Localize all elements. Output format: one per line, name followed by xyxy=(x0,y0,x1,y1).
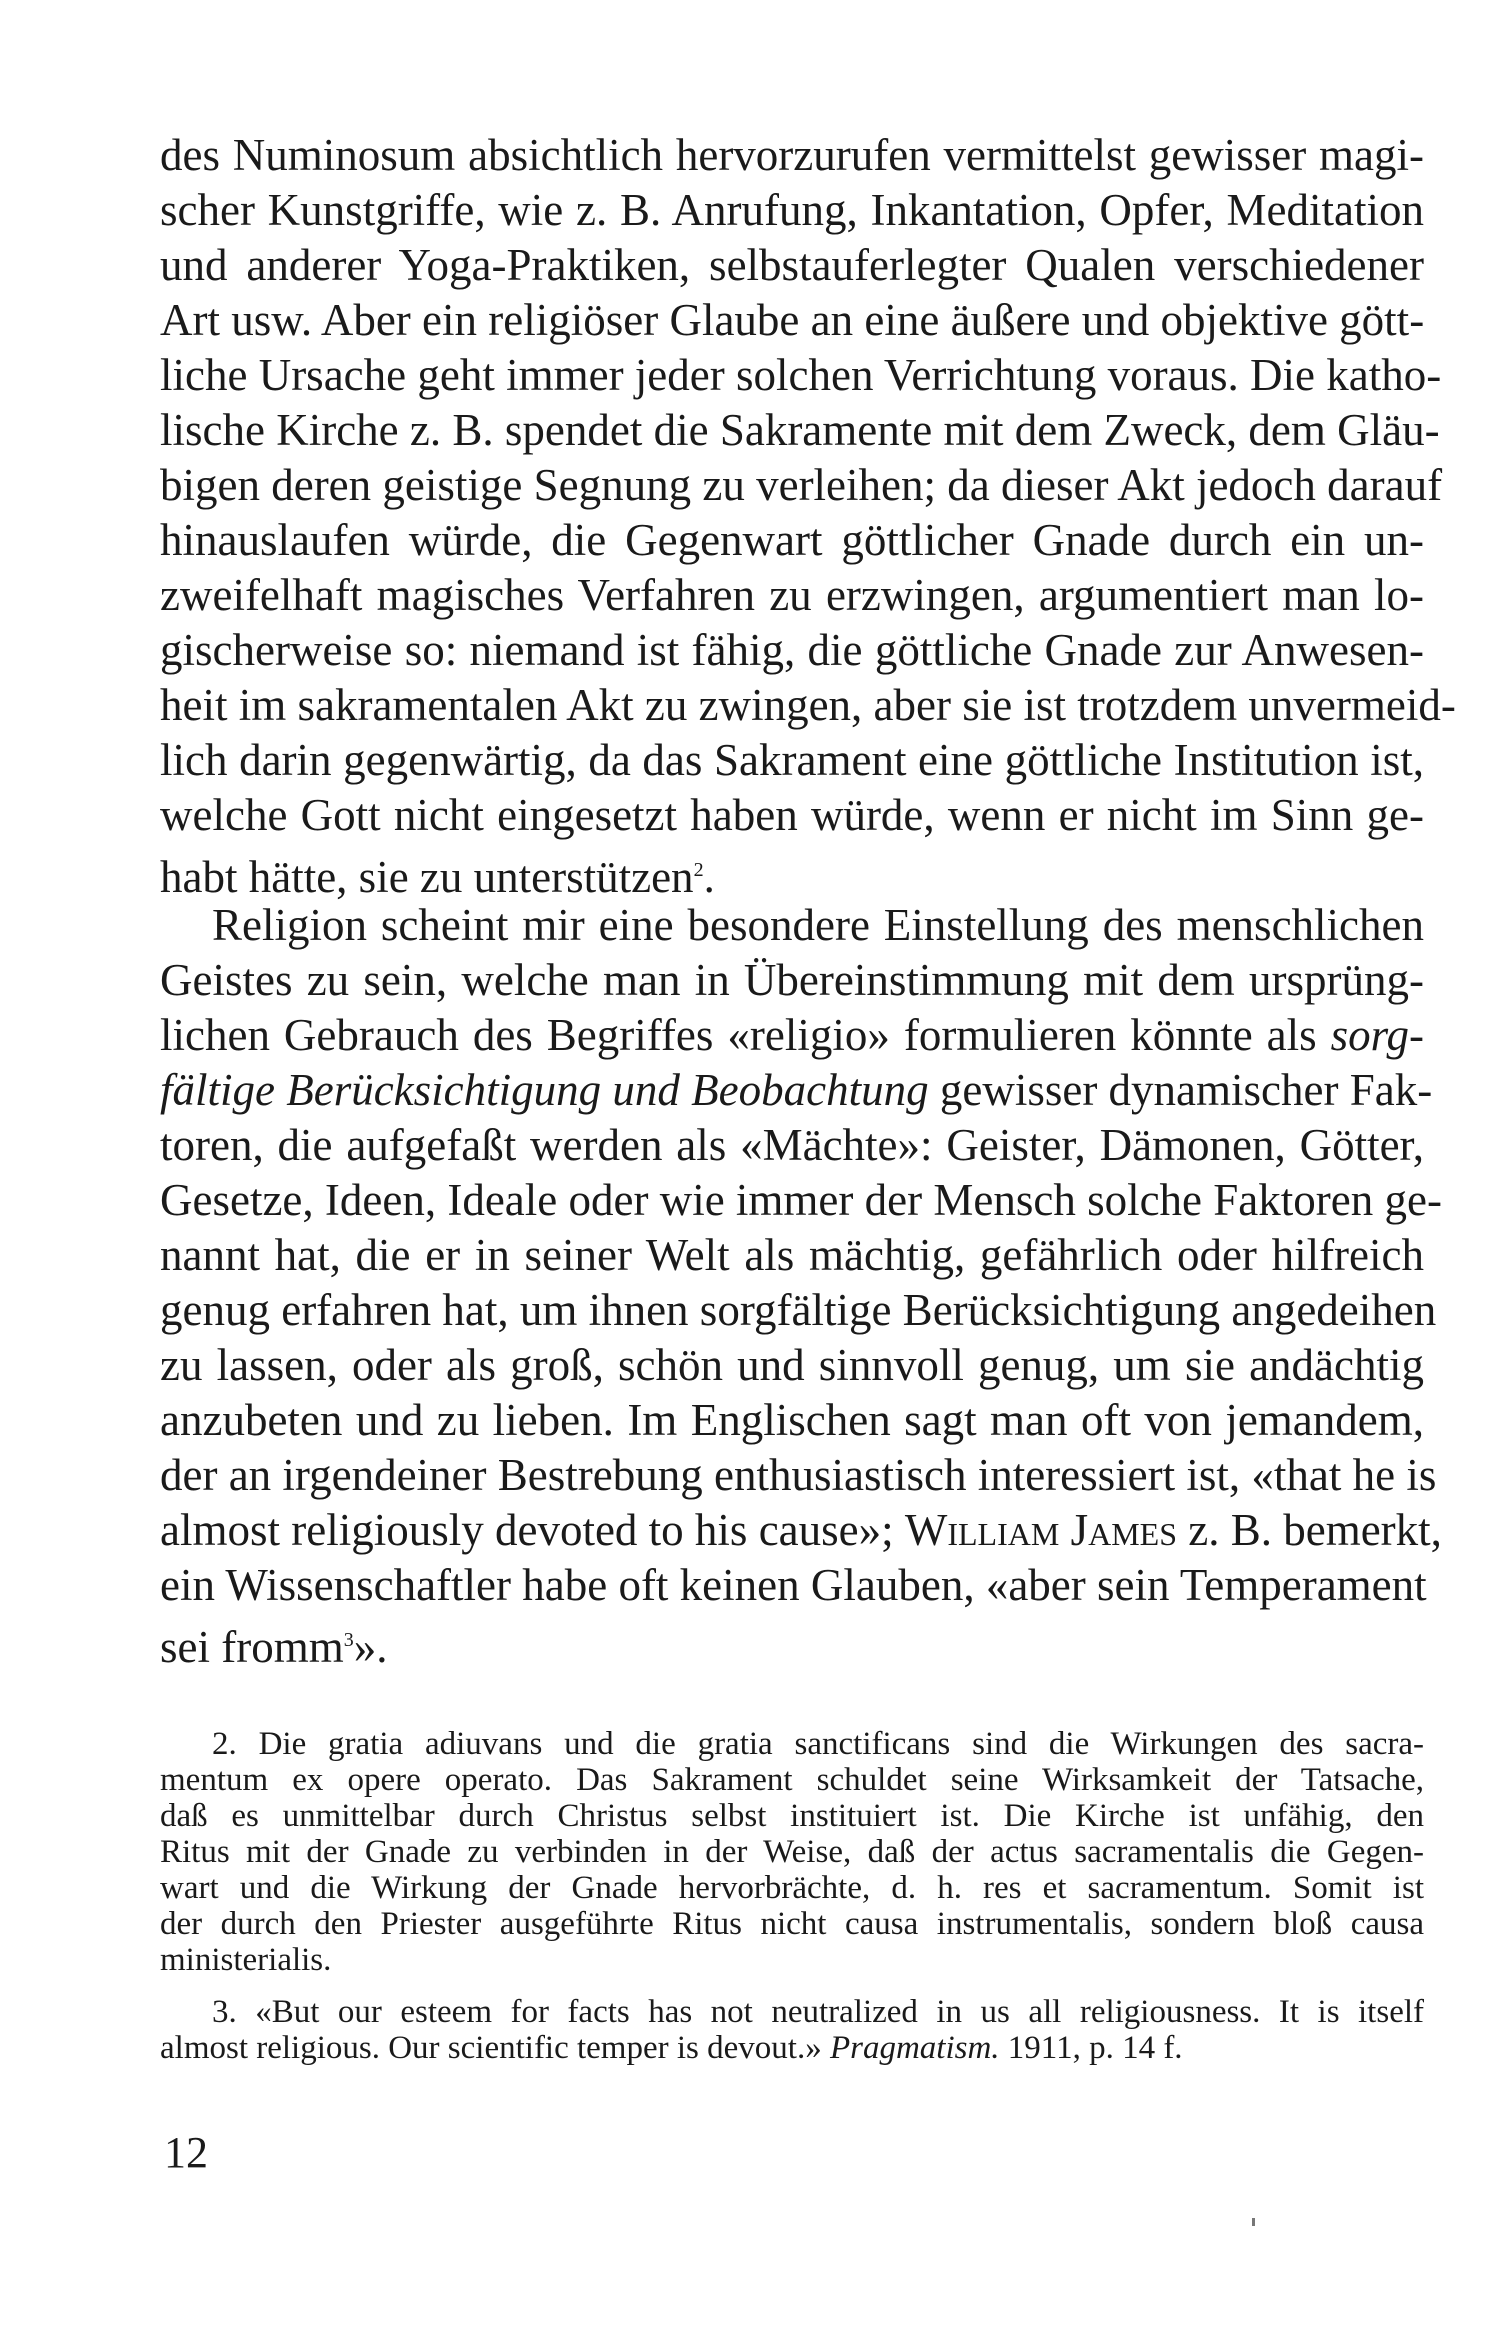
author-name: William James xyxy=(904,1505,1177,1555)
text-line: ein Wissenschaftler habe oft keinen Glauben, «aber sein Temperament xyxy=(160,1560,1427,1610)
text-line: Geistes zu sein, welche man in Übereinstimmung mit dem ursprüng- xyxy=(160,955,1424,1005)
text-line xyxy=(160,1613,1424,1672)
italic-segment: fältige Berücksichtigung und Beobachtung xyxy=(160,1065,929,1115)
footnote-line: mentum ex opere operato. Das Sakrament schuldet seine Wirksamkeit der Tatsache, xyxy=(160,1762,1424,1798)
text-line: der an irgendeiner Bestrebung enthusiastisch interessiert ist, «that he is xyxy=(160,1450,1437,1500)
footnote-line: der durch den Priester ausgeführte Ritus nicht causa instrumentalis, sondern bloß causa xyxy=(160,1906,1424,1942)
text-line: liche Ursache geht immer jeder solchen Verrichtung voraus. Die katho- xyxy=(160,350,1442,400)
text-line: des Numinosum absichtlich hervorzurufen vermittelst gewisser magi- xyxy=(160,130,1424,180)
text-line: nannt hat, die er in seiner Welt als mächtig, gefährlich oder hilfreich xyxy=(160,1230,1424,1280)
footnote-line: Ritus mit der Gnade zu verbinden in der Weise, daß der actus sacramentalis die Gegen- xyxy=(160,1834,1424,1870)
footnote-gap xyxy=(160,1978,1424,1994)
text-segment: habt hätte, sie zu unterstützen xyxy=(160,852,694,902)
footnote-line: ministerialis. xyxy=(160,1942,332,1978)
text-line xyxy=(160,1063,1433,1118)
text-line: und anderer Yoga-Praktiken, selbstauferlegter Qualen verschiedener xyxy=(160,240,1424,290)
text-line: lische Kirche z. B. spendet die Sakramente mit dem Zweck, dem Gläu- xyxy=(160,405,1440,455)
text-line: Gesetze, Ideen, Ideale oder wie immer der Mensch solche Faktoren ge- xyxy=(160,1175,1442,1225)
text-line: toren, die aufgefaßt werden als «Mächte»: Geister, Dämonen, Götter, xyxy=(160,1120,1424,1170)
footnote-line: daß es unmittelbar durch Christus selbst instituiert ist. Die Kirche ist unfähig, den xyxy=(160,1798,1424,1834)
text-line xyxy=(160,1008,1424,1063)
main-text xyxy=(160,128,1456,1672)
footnote-line xyxy=(160,2030,1424,2066)
text-line: Religion scheint mir eine besondere Einstellung des menschlichen xyxy=(212,900,1424,950)
footnote-line: 3. «But our esteem for facts has not neutralized in us all religiousness. It is itself xyxy=(212,1994,1424,2030)
text-line: lich darin gegenwärtig, da das Sakrament eine göttliche Institution ist, xyxy=(160,735,1424,785)
text-segment: lichen Gebrauch des Begriffes «religio» formulieren könnte als xyxy=(160,1010,1317,1060)
footnote-line: 2. Die gratia adiuvans und die gratia sanctificans sind die Wirkungen des sacra- xyxy=(212,1726,1424,1762)
text-line xyxy=(160,1503,1442,1558)
text-segment: z. B. bemerkt, xyxy=(1188,1505,1442,1555)
page-number: 12 xyxy=(164,2128,208,2177)
text-segment: ». xyxy=(353,1622,388,1672)
text-line: Art usw. Aber ein religiöser Glaube an eine äußere und objektive gött- xyxy=(160,295,1425,345)
text-segment: sei fromm xyxy=(160,1622,344,1672)
text-line: genug erfahren hat, um ihnen sorgfältige Berücksichtigung angedeihen xyxy=(160,1285,1437,1335)
italic-segment: Pragmatism. xyxy=(829,2030,1000,2066)
text-line: bigen deren geistige Segnung zu verleihen; da dieser Akt jedoch darauf xyxy=(160,460,1443,510)
footnote-ref-3: 3 xyxy=(343,1629,354,1651)
text-segment: . xyxy=(703,852,715,902)
footnote-line: wart und die Wirkung der Gnade hervorbrächte, d. h. res et sacramentum. Somit ist xyxy=(160,1870,1424,1906)
text-line xyxy=(160,843,1424,902)
text-line: zu lassen, oder als groß, schön und sinnvoll genug, um sie andächtig xyxy=(160,1340,1424,1390)
text-segment: almost religiously devoted to his cause»; xyxy=(160,1505,894,1555)
text-line: scher Kunstgriffe, wie z. B. Anrufung, Inkantation, Opfer, Meditation xyxy=(160,185,1424,235)
text-line: hinauslaufen würde, die Gegenwart göttlicher Gnade durch ein un- xyxy=(160,515,1424,565)
footnote-ref-2: 2 xyxy=(693,859,704,881)
text-line: anzubeten und zu lieben. Im Englischen sagt man oft von jemandem, xyxy=(160,1395,1424,1445)
text-line: gischerweise so: niemand ist fähig, die göttliche Gnade zur Anwesen- xyxy=(160,625,1424,675)
text-segment: 1911, p. 14 f. xyxy=(1007,2030,1183,2066)
text-line: heit im sakramentalen Akt zu zwingen, aber sie ist trotzdem unvermeid- xyxy=(160,680,1456,730)
text-segment: gewisser dynamischer Fak- xyxy=(939,1065,1433,1115)
text-line: zweifelhaft magisches Verfahren zu erzwingen, argumentiert man lo- xyxy=(160,570,1424,620)
text-line: welche Gott nicht eingesetzt haben würde, wenn er nicht im Sinn ge- xyxy=(160,790,1424,840)
text-segment: almost religious. Our scientific temper is devout.» xyxy=(160,2030,822,2066)
footnotes xyxy=(160,1726,1424,2066)
ink-speck xyxy=(1252,2218,1255,2226)
italic-segment: sorg- xyxy=(1330,1010,1425,1060)
